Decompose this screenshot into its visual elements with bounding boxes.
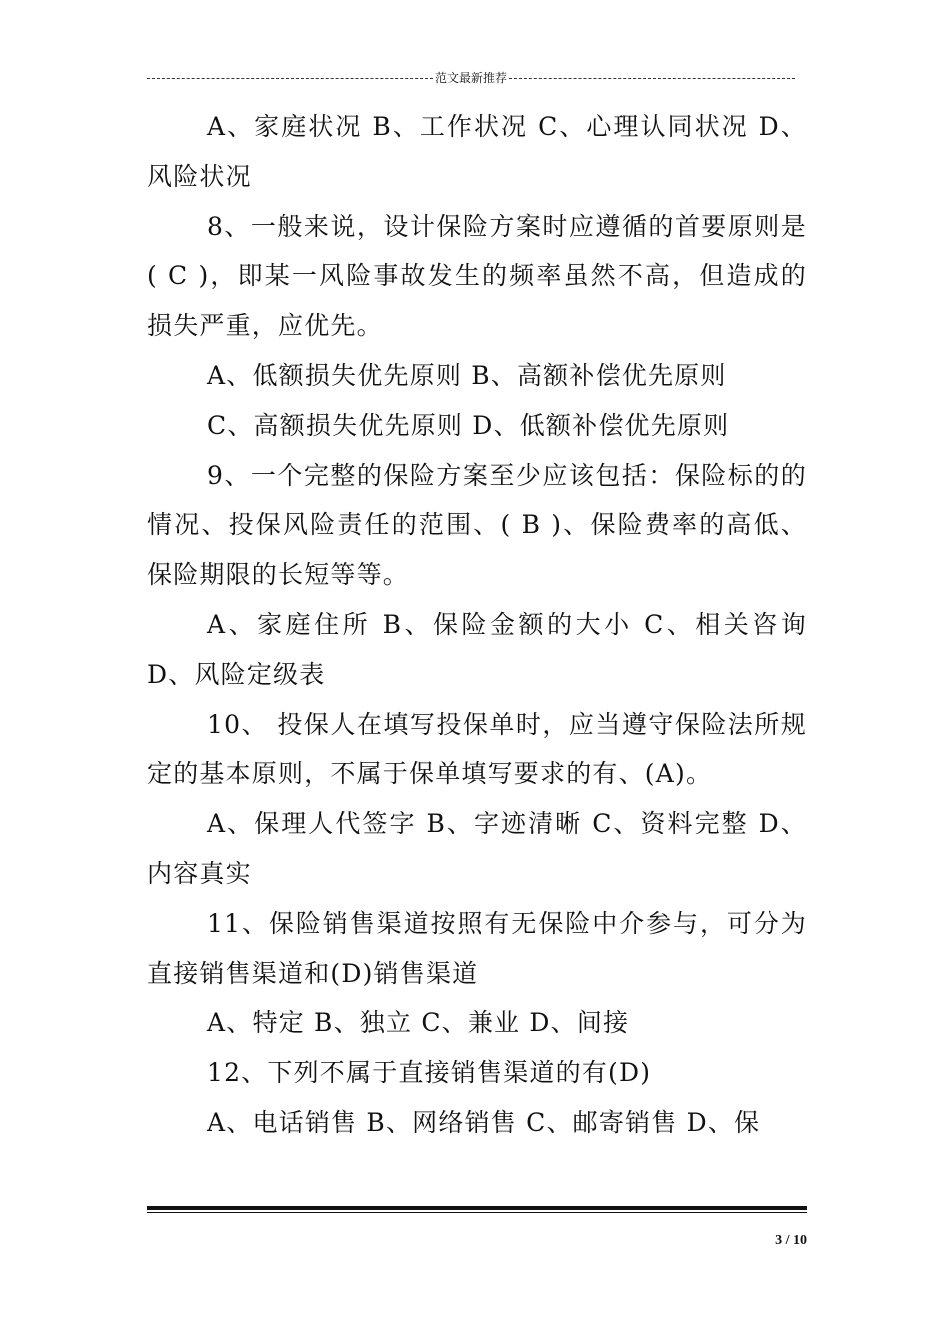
paragraph-1: A、家庭状况 B、工作状况 C、心理认同状况 D、风险状况 <box>147 112 807 191</box>
paragraph-2: 8、一般来说，设计保险方案时应遵循的首要原则是( C )，即某一风险事故发生的频率虽然不高，但造成的损失严重，应优先。 <box>147 211 807 341</box>
paragraph-7: 10、 投保人在填写投保单时，应当遵守保险法所规定的基本原则，不属于保单填写要求的有、(A)。 <box>147 709 807 789</box>
page-header <box>147 70 795 86</box>
header-dash-right <box>509 78 795 79</box>
paragraph-12: A、电话销售 B、网络销售 C、邮寄销售 D、保 <box>207 1107 761 1137</box>
page-number: 3 / 10 <box>775 1233 807 1248</box>
paragraph-9: 11、保险销售渠道按照有无保险中介参与，可分为直接销售渠道和(D)销售渠道 <box>147 908 807 988</box>
footer-rule-thin <box>147 1212 807 1213</box>
paragraph-11: 12、下列不属于直接销售渠道的有(D) <box>207 1058 652 1088</box>
paragraph-4: C、高额损失优先原则 D、低额补偿优先原则 <box>207 410 730 440</box>
paragraph-10: A、特定 B、独立 C、兼业 D、间接 <box>207 1008 630 1038</box>
paragraph-5: 9、一个完整的保险方案至少应该包括：保险标的的情况、投保风险责任的范围、( B )、保险费率的高低、保险期限的长短等等。 <box>147 460 807 590</box>
paragraph-8: A、保理人代签字 B、字迹清晰 C、资料完整 D、内容真实 <box>147 809 807 888</box>
document-body <box>147 102 807 1148</box>
paragraph-3: A、低额损失优先原则 B、高额补偿优先原则 <box>207 360 727 390</box>
paragraph-6: A、家庭住所 B、保险金额的大小 C、相关咨询 D、风险定级表 <box>147 609 807 689</box>
header-label: 范文最新推荐 <box>435 71 508 85</box>
header-dash-left <box>147 78 433 79</box>
footer-rule-thick <box>147 1206 807 1210</box>
